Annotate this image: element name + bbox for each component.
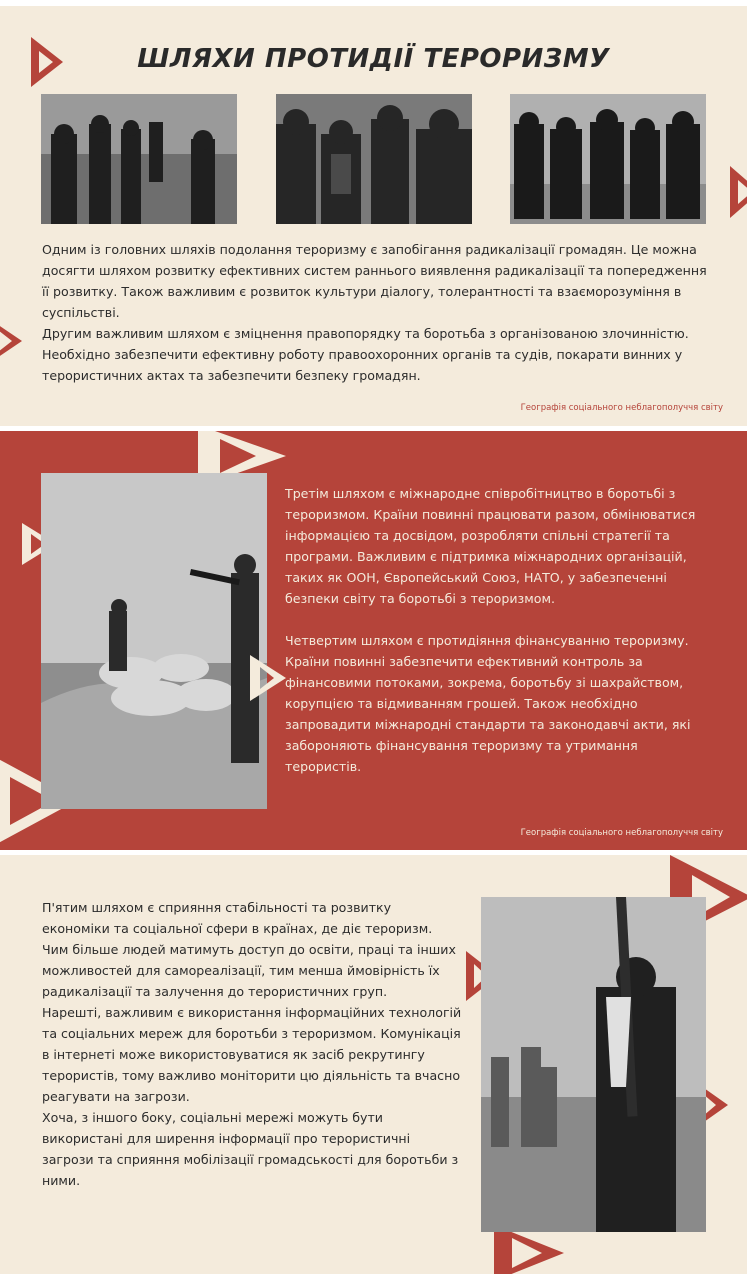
slide-1	[0, 6, 747, 426]
source-credit: Географія соціального неблагополуччя світу	[520, 403, 723, 413]
photo-militants-marching	[41, 94, 237, 224]
paragraph: Другим важливим шляхом є зміцнення правопорядку та боротьба з організованою злочинністю. Необхідно забезпечити ефективну роботу правоохоронних органів та судів, покарати винних у терористичних актах та забезпечити безпеку громадян.	[42, 326, 689, 383]
paragraph: Хоча, з іншого боку, соціальні мережі можуть бути використані для ширення інформації про терористичні загрози та сприяння мобілізації громадськості для боротьби з ними.	[42, 1110, 459, 1188]
photo-militants-formation	[510, 94, 706, 224]
slide-2-text	[285, 483, 715, 777]
play-triangle-icon	[250, 655, 286, 701]
photo-soldiers-sandbags	[41, 473, 267, 809]
play-triangle-icon	[494, 1225, 564, 1274]
photo-fighter-with-rpg	[481, 897, 706, 1232]
slide-2	[0, 431, 747, 850]
slide-1-text	[42, 239, 707, 386]
slide-3	[0, 855, 747, 1274]
paragraph: Третім шляхом є міжнародне співробітництво в боротьбі з тероризмом. Країни повинні працювати разом, обмінюватися інформацією та досвідом, розробляти спільні стратегії та програми. Важливим є підтримка міжнародних організацій, таких як ООН, Європейський Союз, НАТО, у забезпеченні безпеки світу та боротьбі з тероризмом.	[285, 486, 696, 606]
source-credit: Географія соціального неблагополуччя світу	[520, 828, 723, 838]
page-title: ШЛЯХИ ПРОТИДІЇ ТЕРОРИЗМУ	[137, 44, 610, 74]
play-triangle-icon	[0, 318, 24, 364]
photo-militants-group	[276, 94, 472, 224]
slide-3-text	[42, 897, 462, 1191]
paragraph: Одним із головних шляхів подолання тероризму є запобігання радикалізації громадян. Це можна досягти шляхом розвитку ефективних систем раннього виявлення радикалізації та попередження її розвитку. Також важливим є розвиток культури діалогу, толерантності та взаєморозуміння в суспільстві.	[42, 242, 707, 320]
play-triangle-icon	[730, 166, 747, 218]
paragraph: П'ятим шляхом є сприяння стабільності та розвитку економіки та соціальної сфери в країнах, де діє тероризм. Чим більше людей матимуть доступ до освіти, праці та інших можливостей для самореалізації, тим менша ймовірність їх радикалізації та залучення до терористичних груп.	[42, 900, 456, 999]
paragraph: Нарешті, важливим є використання інформаційних технологій та соціальних мереж для боротьби з тероризмом. Комунікація в інтернеті може використовуватися як засіб рекрутингу терористів, тому важливо моніторити цю діяльність та вчасно реагувати на загрози.	[42, 1005, 462, 1104]
paragraph: Четвертим шляхом є протидіяння фінансуванню тероризму. Країни повинні забезпечити ефективний контроль за фінансовими потоками, зокрема, боротьбу зі шахрайством, корупцією та відмиванням грошей. Також необхідно запровадити міжнародні стандарти та законодавчі акти, які забороняють фінансування тероризму та утримання терористів.	[285, 633, 691, 774]
